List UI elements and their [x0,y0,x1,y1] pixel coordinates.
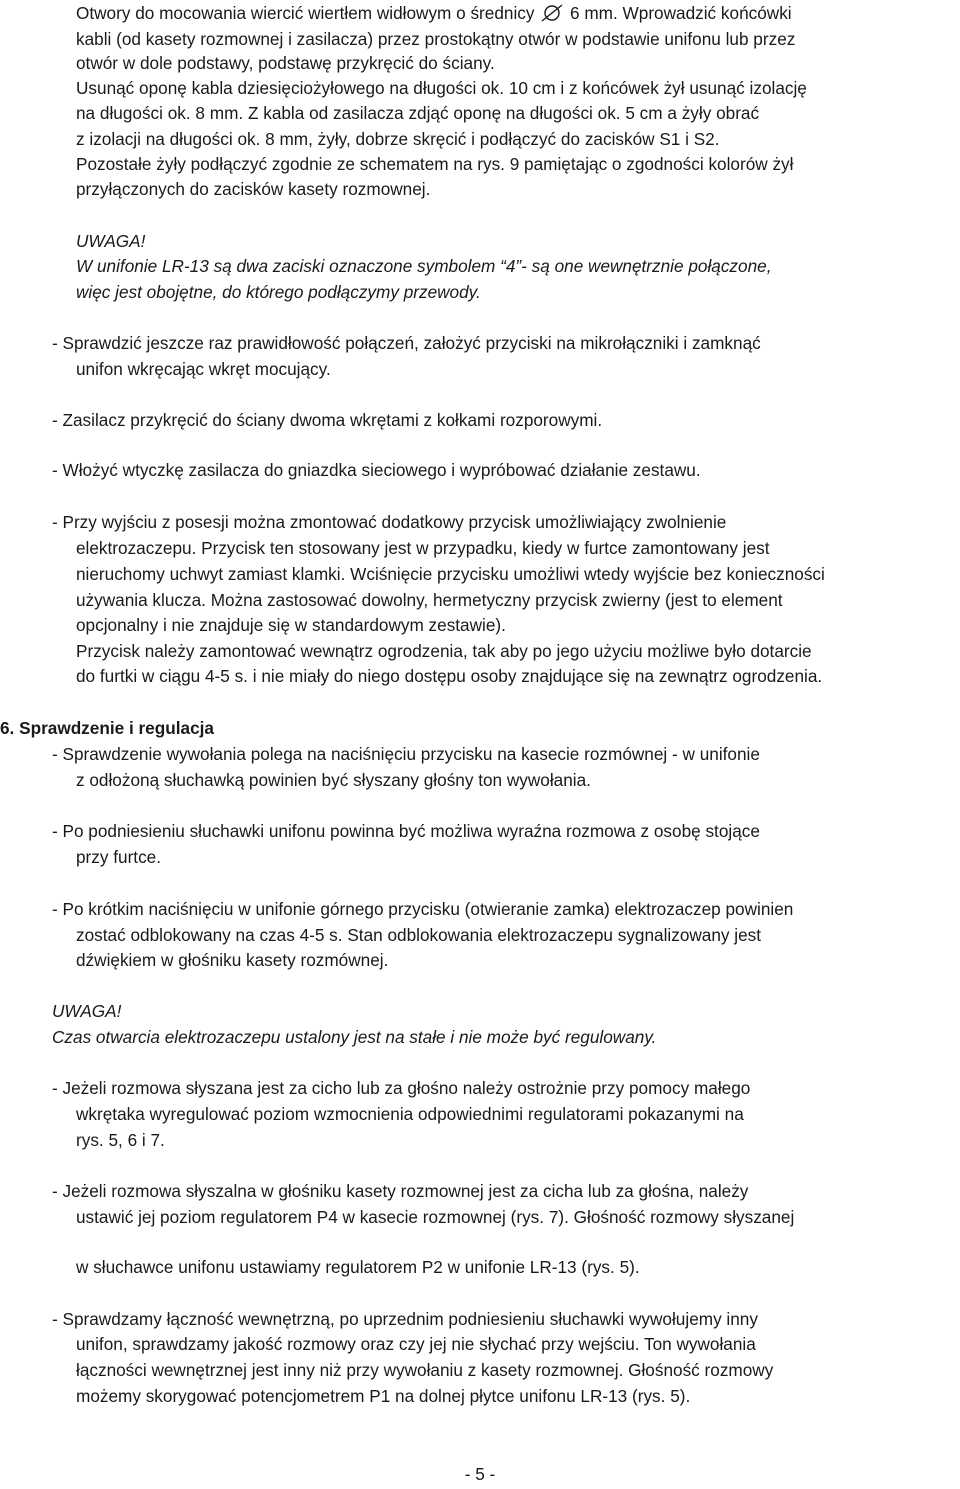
step-line: używania klucza. Można zastosować dowolny, hermetyczny przycisk zwierny (jest to element [76,590,783,610]
page-number: - 5 - [464,1464,496,1484]
check-line: z odłożoną słuchawką powinien być słyszany głośny ton wywołania. [76,770,591,790]
adjust-line: - Jeżeli rozmowa słyszana jest za cicho lub za głośno należy ostrożnie przy pomocy małego [52,1078,751,1098]
warning-text: Czas otwarcia elektrozaczepu ustalony jest na stałe i nie może być regulowany. [52,1027,657,1047]
diameter-icon [539,4,565,22]
warning-label: UWAGA! [52,1001,122,1021]
adjust-line: łączności wewnętrznej jest inny niż przy wywołaniu z kasety rozmownej. Głośność rozmowy [76,1360,774,1380]
adjust-line: w słuchawce unifonu ustawiamy regulatorem P2 w unifonie LR-13 (rys. 5). [76,1257,640,1277]
intro-line: Pozostałe żyły podłączyć zgodnie ze schematem na rys. 9 pamiętając o zgodności kolorów żył [76,154,794,174]
step-line: nieruchomy uchwyt zamiast klamki. Wciśnięcie przycisku umożliwi wtedy wyjście bez konieczności [76,564,825,584]
step-line: - Przy wyjściu z posesji można zmontować dodatkowy przycisk umożliwiający zwolnienie [52,512,727,532]
step-line: unifon wkręcając wkręt mocujący. [76,359,331,379]
mount-text-after: 6 mm. Wprowadzić końcówki [570,3,792,23]
step-line: - Zasilacz przykręcić do ściany dwoma wkrętami z kołkami rozporowymi. [52,410,603,430]
mount-line [76,0,792,26]
intro-line: kabli (od kasety rozmownej i zasilacza) przez prostokątny otwór w podstawie unifonu lub przez [76,29,796,49]
step-line: opcjonalny i nie znajduje się w standardowym zestawie). [76,615,506,635]
intro-line: na długości ok. 8 mm. Z kabla od zasilacza zdjąć oponę na długości ok. 5 cm a żyły obrać [76,103,760,123]
mount-text-before: Otwory do mocowania wiercić wiertłem widłowym o średnicy [76,3,535,23]
warning-text: więc jest obojętne, do którego podłączymy przewody. [76,282,481,302]
check-line: zostać odblokowany na czas 4-5 s. Stan odblokowania elektrozaczepu sygnalizowany jest [76,925,762,945]
section-heading: 6. Sprawdzenie i regulacja [0,718,214,738]
adjust-line: - Sprawdzamy łączność wewnętrzną, po uprzednim podniesieniu słuchawki wywołujemy inny [52,1309,758,1329]
step-line: do furtki w ciągu 4-5 s. i nie miały do niego dostępu osoby znajdujące się na zewnątrz ogrodzenia. [76,666,823,686]
adjust-line: wkrętaka wyregulować poziom wzmocnienia odpowiednimi regulatorami pokazanymi na [76,1104,744,1124]
step-line: - Włożyć wtyczkę zasilacza do gniazdka sieciowego i wypróbować działanie zestawu. [52,460,701,480]
step-line: Przycisk należy zamontować wewnątrz ogrodzenia, tak aby po jego użyciu możliwe było dotarcie [76,641,812,661]
adjust-line: ustawić jej poziom regulatorem P4 w kasecie rozmownej (rys. 7). Głośność rozmowy słyszanej [76,1207,795,1227]
check-line: - Po krótkim naciśnięciu w unifonie górnego przycisku (otwieranie zamka) elektrozaczep powinien [52,899,794,919]
step-line: - Sprawdzić jeszcze raz prawidłowość połączeń, założyć przyciski na mikrołączniki i zamknąć [52,333,761,353]
check-line: - Sprawdzenie wywołania polega na naciśnięciu przycisku na kasecie rozmównej - w unifonie [52,744,760,764]
intro-line: Usunąć oponę kabla dziesięciożyłowego na długości ok. 10 cm i z końcówek żył usunąć izolację [76,78,807,98]
intro-line: z izolacji na długości ok. 8 mm, żyły, dobrze skręcić i podłączyć do zacisków S1 i S2. [76,129,720,149]
check-line: przy furtce. [76,847,162,867]
adjust-line: możemy skorygować potencjometrem P1 na dolnej płytce unifonu LR-13 (rys. 5). [76,1386,691,1406]
warning-text: W unifonie LR-13 są dwa zaciski oznaczone symbolem “4”- są one wewnętrznie połączone, [76,256,772,276]
adjust-line: - Jeżeli rozmowa słyszalna w głośniku kasety rozmownej jest za cicha lub za głośna, należy [52,1181,749,1201]
adjust-line: rys. 5, 6 i 7. [76,1130,165,1150]
step-line: elektrozaczepu. Przycisk ten stosowany jest w przypadku, kiedy w furtce zamontowany jest [76,538,770,558]
intro-line: przyłączonych do zacisków kasety rozmownej. [76,179,431,199]
check-line: - Po podniesieniu słuchawki unifonu powinna być możliwa wyraźna rozmowa z osobę stojące [52,821,760,841]
intro-line: otwór w dole podstawy, podstawę przykręcić do ściany. [76,53,495,73]
adjust-line: unifon, sprawdzamy jakość rozmowy oraz czy jej nie słychać przy wejściu. Ton wywołania [76,1334,756,1354]
warning-label: UWAGA! [76,231,146,251]
check-line: dźwiękiem w głośniku kasety rozmównej. [76,950,389,970]
